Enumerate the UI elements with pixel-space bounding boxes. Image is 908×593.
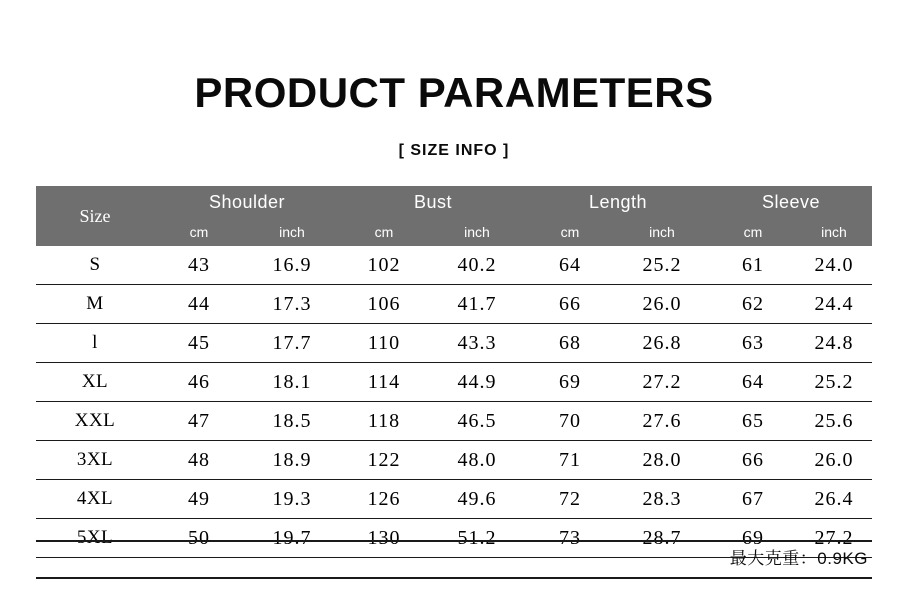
cell-sleeve-inch: 25.2: [796, 363, 872, 402]
cell-length-inch: 26.0: [614, 285, 710, 324]
unit-header-length-inch: inch: [614, 218, 710, 246]
page-title: PRODUCT PARAMETERS: [194, 69, 714, 116]
cell-sleeve-inch: 24.0: [796, 246, 872, 285]
cell-shoulder-inch: 18.9: [244, 441, 340, 480]
unit-header-length-cm: cm: [526, 218, 614, 246]
cell-sleeve-inch: 26.4: [796, 480, 872, 519]
cell-shoulder-inch: 18.1: [244, 363, 340, 402]
cell-sleeve-inch: 24.4: [796, 285, 872, 324]
cell-bust-inch: 40.2: [428, 246, 526, 285]
cell-sleeve-inch: 24.8: [796, 324, 872, 363]
cell-bust-cm: 114: [340, 363, 428, 402]
cell-length-cm: 69: [526, 363, 614, 402]
column-header-sleeve: Sleeve: [710, 186, 872, 218]
max-weight-note: 最大克重：0.9KG: [729, 549, 868, 568]
unit-header-shoulder-inch: inch: [244, 218, 340, 246]
cell-sleeve-cm: 61: [710, 246, 796, 285]
cell-length-inch: 28.3: [614, 480, 710, 519]
cell-shoulder-cm: 49: [154, 480, 244, 519]
cell-length-inch: 27.2: [614, 363, 710, 402]
cell-size: S: [36, 246, 154, 285]
cell-bust-cm: 122: [340, 441, 428, 480]
unit-header-sleeve-inch: inch: [796, 218, 872, 246]
footnote-divider-bottom: [36, 577, 872, 579]
cell-length-cm: 66: [526, 285, 614, 324]
cell-sleeve-cm: 65: [710, 402, 796, 441]
cell-shoulder-inch: 17.7: [244, 324, 340, 363]
cell-length-cm: 73: [526, 519, 614, 558]
cell-bust-cm: 106: [340, 285, 428, 324]
cell-length-inch: 26.8: [614, 324, 710, 363]
unit-header-shoulder-cm: cm: [154, 218, 244, 246]
table-row: [36, 246, 872, 285]
table-header: [36, 186, 872, 246]
cell-bust-inch: 44.9: [428, 363, 526, 402]
cell-bust-cm: 102: [340, 246, 428, 285]
page-subtitle: [ SIZE INFO ]: [398, 142, 510, 159]
table-row: [36, 480, 872, 519]
column-header-length: Length: [526, 186, 710, 218]
unit-header-sleeve-cm: cm: [710, 218, 796, 246]
cell-sleeve-inch: 27.2: [796, 519, 872, 558]
header-group-row: [36, 186, 872, 218]
cell-size: XL: [36, 363, 154, 402]
cell-shoulder-inch: 17.3: [244, 285, 340, 324]
column-header-bust: Bust: [340, 186, 526, 218]
cell-bust-cm: 126: [340, 480, 428, 519]
cell-bust-cm: 110: [340, 324, 428, 363]
table-row: [36, 363, 872, 402]
cell-sleeve-cm: 62: [710, 285, 796, 324]
cell-size: 3XL: [36, 441, 154, 480]
cell-shoulder-cm: 44: [154, 285, 244, 324]
cell-bust-inch: 41.7: [428, 285, 526, 324]
cell-size: l: [36, 324, 154, 363]
cell-length-cm: 70: [526, 402, 614, 441]
size-info-table: [36, 186, 872, 558]
cell-size: 4XL: [36, 480, 154, 519]
table-body: [36, 246, 872, 558]
cell-shoulder-inch: 19.7: [244, 519, 340, 558]
cell-length-inch: 28.0: [614, 441, 710, 480]
cell-size: M: [36, 285, 154, 324]
cell-sleeve-inch: 26.0: [796, 441, 872, 480]
cell-bust-cm: 130: [340, 519, 428, 558]
cell-length-cm: 72: [526, 480, 614, 519]
unit-header-bust-cm: cm: [340, 218, 428, 246]
cell-shoulder-cm: 46: [154, 363, 244, 402]
cell-bust-inch: 51.2: [428, 519, 526, 558]
cell-sleeve-cm: 69: [710, 519, 796, 558]
cell-size: XXL: [36, 402, 154, 441]
cell-shoulder-inch: 16.9: [244, 246, 340, 285]
cell-sleeve-cm: 67: [710, 480, 796, 519]
column-header-shoulder: Shoulder: [154, 186, 340, 218]
cell-shoulder-inch: 18.5: [244, 402, 340, 441]
table-row: [36, 441, 872, 480]
cell-shoulder-cm: 45: [154, 324, 244, 363]
table-row: [36, 285, 872, 324]
cell-length-inch: 28.7: [614, 519, 710, 558]
cell-sleeve-inch: 25.6: [796, 402, 872, 441]
cell-size: 5XL: [36, 519, 154, 558]
cell-bust-inch: 43.3: [428, 324, 526, 363]
header-unit-row: [36, 218, 872, 246]
cell-shoulder-cm: 48: [154, 441, 244, 480]
cell-length-inch: 27.6: [614, 402, 710, 441]
footnote-divider-top: [36, 540, 872, 542]
cell-shoulder-inch: 19.3: [244, 480, 340, 519]
cell-length-inch: 25.2: [614, 246, 710, 285]
size-table-container: [36, 186, 872, 558]
cell-length-cm: 68: [526, 324, 614, 363]
cell-bust-inch: 46.5: [428, 402, 526, 441]
cell-sleeve-cm: 64: [710, 363, 796, 402]
cell-bust-cm: 118: [340, 402, 428, 441]
column-header-size: Size: [36, 186, 154, 246]
cell-shoulder-cm: 50: [154, 519, 244, 558]
cell-bust-inch: 49.6: [428, 480, 526, 519]
table-row: [36, 402, 872, 441]
cell-shoulder-cm: 47: [154, 402, 244, 441]
cell-length-cm: 71: [526, 441, 614, 480]
unit-header-bust-inch: inch: [428, 218, 526, 246]
cell-shoulder-cm: 43: [154, 246, 244, 285]
cell-length-cm: 64: [526, 246, 614, 285]
cell-bust-inch: 48.0: [428, 441, 526, 480]
cell-sleeve-cm: 63: [710, 324, 796, 363]
table-row: [36, 324, 872, 363]
cell-sleeve-cm: 66: [710, 441, 796, 480]
